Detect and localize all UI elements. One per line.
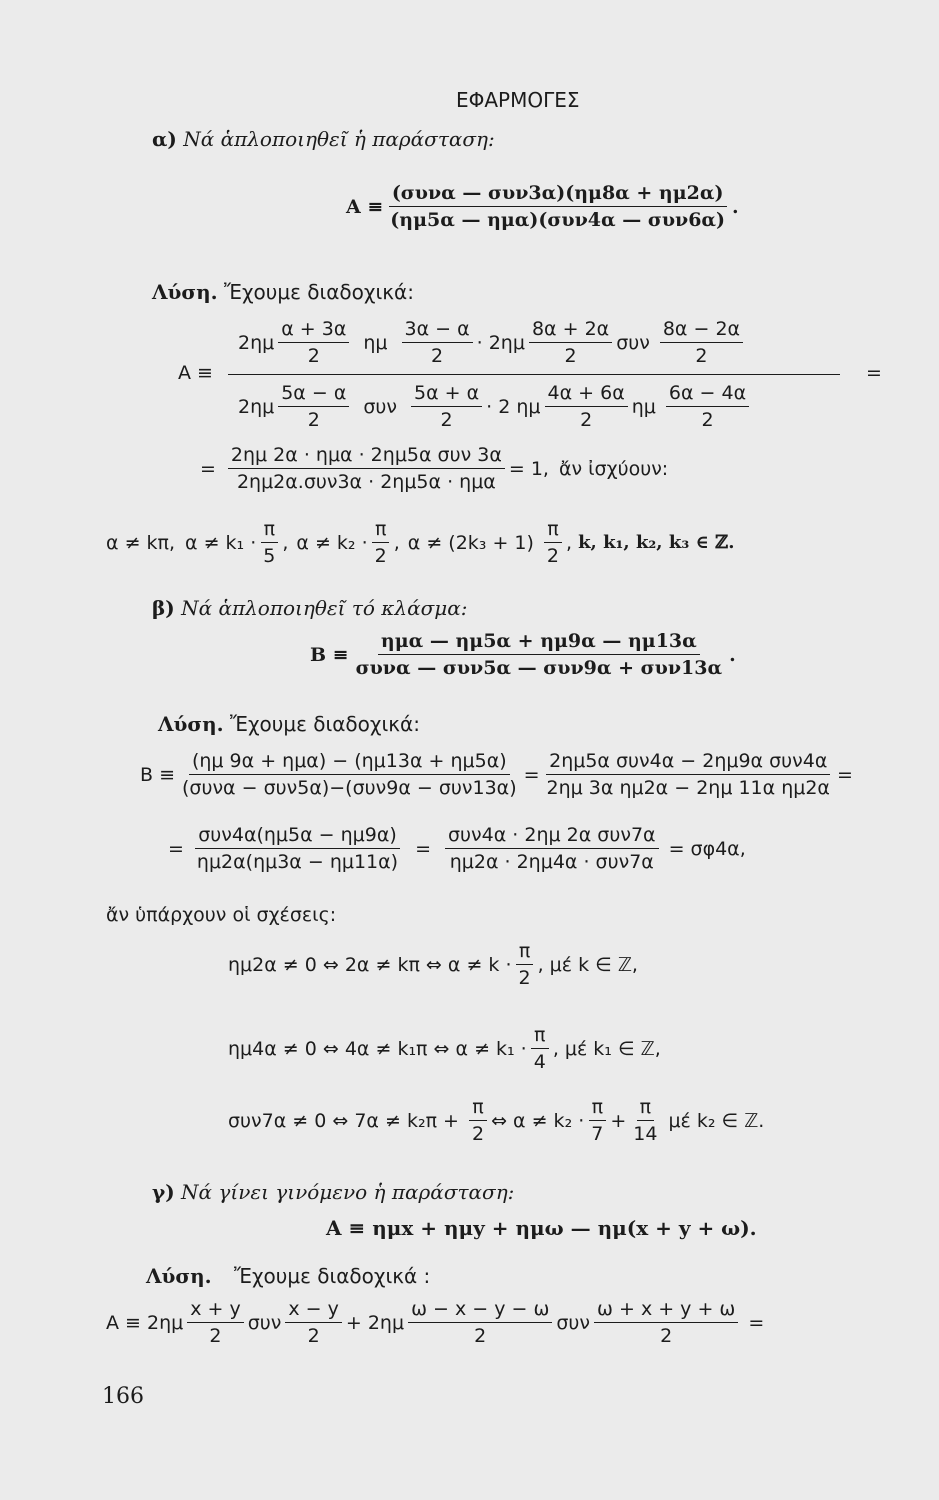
numerator: π (544, 518, 561, 543)
part-a-prompt: Νά ἁπλοποιηθεῖ ἡ παράσταση: (183, 127, 495, 151)
expr-fraction (353, 630, 725, 679)
part-b-line1 (140, 750, 853, 799)
condition: α ≠ (2k₃ + 1) (407, 531, 534, 554)
numerator: π (469, 1096, 486, 1121)
part-a-expression (346, 182, 739, 231)
fraction (529, 318, 612, 367)
fraction (545, 382, 628, 431)
comma: , (393, 531, 400, 554)
equals-sign: = (523, 763, 540, 786)
page-number: 166 (102, 1384, 144, 1409)
term-prefix: ημ (363, 331, 388, 354)
part-a-label: α) (152, 127, 177, 151)
relation-text: μέ k₂ ∈ ℤ. (668, 1109, 765, 1132)
term-prefix: 2ημ (238, 395, 275, 418)
part-a-solution-heading (152, 280, 414, 304)
step2-line (200, 444, 668, 493)
part-b-solution-heading (158, 712, 420, 736)
fraction (544, 750, 833, 799)
denominator: 2 (660, 1325, 673, 1347)
part-b-line2 (168, 824, 746, 873)
solution-intro: Ἔχουμε διαδοχικά: (224, 280, 414, 304)
numerator: 8α − 2α (660, 318, 743, 343)
numerator: α + 3α (278, 318, 349, 343)
term-prefix: · 2ημ (476, 331, 525, 354)
denominator: 2 (307, 409, 320, 431)
big-denominator (238, 382, 753, 431)
numerator: π (372, 518, 389, 543)
numerator: 3α − α (402, 318, 473, 343)
part-b-expression (310, 630, 736, 679)
lhs: B ≡ (140, 763, 175, 786)
fraction (516, 940, 534, 989)
denominator: 14 (633, 1123, 658, 1145)
denominator: 2ημ 3α ημ2α − 2ημ 11α ημ2α (546, 777, 830, 799)
solution-intro: Ἔχουμε διαδοχικά : (234, 1264, 431, 1288)
numerator: 2ημ5α συν4α − 2ημ9α συν4α (546, 750, 830, 775)
denominator: ημ2α(ημ3α − ημ11α) (196, 851, 399, 873)
denominator: 2 (695, 345, 708, 367)
part-c-label: γ) (152, 1180, 175, 1204)
numerator: x − y (285, 1298, 342, 1323)
condition: k, k₁, k₂, k₃ ∈ ℤ. (578, 532, 735, 553)
condition: α ≠ kπ, (106, 531, 176, 554)
term-prefix: · 2 ημ (486, 395, 541, 418)
fraction (531, 1024, 549, 1073)
numerator: π (531, 1024, 548, 1049)
denominator: 2 (580, 409, 593, 431)
denominator: 2 (701, 409, 714, 431)
numerator: 4α + 6α (545, 382, 628, 407)
big-equals: = (866, 362, 882, 384)
denominator: 7 (591, 1123, 604, 1145)
comma: , (282, 531, 289, 554)
fraction (278, 318, 349, 367)
numerator: (ημ 9α + ημα) − (ημ13α + ημ5α) (189, 750, 510, 775)
fraction (179, 750, 520, 799)
result: = 1, (508, 457, 549, 480)
numerator: π (261, 518, 278, 543)
numerator: π (637, 1096, 654, 1121)
denominator: 2 (431, 345, 444, 367)
relation-text: ⇔ α ≠ k₂ · (491, 1109, 585, 1132)
denominator: 2 (546, 545, 560, 567)
solution-label: Λύση. (146, 1264, 212, 1288)
term-prefix: + 2ημ (345, 1311, 405, 1334)
fraction (285, 1298, 342, 1347)
numerator: συν4α(ημ5α − ημ9α) (195, 824, 400, 849)
denominator: 5 (263, 545, 276, 567)
denominator: 2 (474, 1325, 487, 1347)
page-title: ΕΦΑΡΜΟΓΕΣ (456, 88, 580, 112)
denominator: 2 (440, 409, 453, 431)
relation-1 (228, 940, 638, 989)
result: = σφ4α, (668, 837, 746, 860)
relation-text: ημ4α ≠ 0 ⇔ 4α ≠ k₁π ⇔ α ≠ k₁ · (228, 1037, 527, 1060)
fraction (408, 1298, 552, 1347)
numerator: 8α + 2α (529, 318, 612, 343)
fraction (411, 382, 482, 431)
equals-sign: = (415, 837, 431, 860)
fraction (469, 1096, 487, 1145)
term-prefix: 2ημ (238, 331, 275, 354)
numerator: π (589, 1096, 606, 1121)
numerator: π (516, 940, 533, 965)
denominator: 2ημ2α.συν3α · 2ημ5α · ημα (236, 471, 496, 493)
term-prefix: συν (616, 331, 650, 354)
fraction (372, 518, 390, 567)
expr-end: . (732, 195, 739, 218)
denominator: 4 (533, 1051, 546, 1073)
fraction (544, 518, 562, 567)
expr-end: . (729, 643, 736, 666)
expr-numerator: ημα — ημ5α + ημ9α — ημ13α (378, 630, 700, 655)
expr-lhs: A ≡ (346, 195, 384, 218)
part-b-heading (152, 596, 467, 620)
numerator: 5α − α (278, 382, 349, 407)
relation-2 (228, 1024, 661, 1073)
relation-text: ημ2α ≠ 0 ⇔ 2α ≠ kπ ⇔ α ≠ k · (228, 953, 512, 976)
equals-sign: = (200, 457, 216, 480)
denominator: 2 (209, 1325, 222, 1347)
expr-fraction (387, 182, 728, 231)
condition-text: ἄν ἰσχύουν: (558, 457, 669, 480)
numerator: 5α + α (411, 382, 482, 407)
fraction (594, 1298, 738, 1347)
term-prefix: συν (556, 1311, 591, 1334)
fraction (666, 382, 749, 431)
existence-text: ἄν ὑπάρχουν οἱ σχέσεις: (106, 904, 337, 926)
part-b-prompt: Νά ἁπλοποιηθεῖ τό κλάσμα: (181, 596, 468, 620)
fraction (187, 1298, 244, 1347)
solution-intro: Ἔχουμε διαδοχικά: (230, 712, 420, 736)
expr-numerator: (συνα — συν3α)(ημ8α + ημ2α) (389, 182, 727, 207)
numerator: 6α − 4α (666, 382, 749, 407)
expr-denominator: (ημ5α — ημα)(συν4α — συν6α) (390, 209, 726, 231)
comma: , (566, 531, 573, 554)
relation-text: συν7α ≠ 0 ⇔ 7α ≠ k₂π + (228, 1109, 459, 1132)
part-b-label: β) (152, 596, 175, 620)
term-prefix: συν (363, 395, 398, 418)
expr-lhs: B ≡ (310, 643, 349, 666)
numerator: 2ημ 2α · ημα · 2ημ5α συν 3α (228, 444, 505, 469)
plus-sign: + (610, 1109, 627, 1132)
relation-3 (228, 1096, 764, 1145)
part-c-prompt: Νά γίνει γινόμενο ἡ παράσταση: (181, 1180, 515, 1204)
numerator: ω + x + y + ω (594, 1298, 738, 1323)
denominator: ημ2α · 2ημ4α · συν7α (449, 851, 654, 873)
part-c-expression: A ≡ ημx + ημy + ημω — ημ(x + y + ω). (326, 1216, 757, 1240)
step2-fraction (228, 444, 505, 493)
big-lhs: A ≡ (178, 362, 213, 384)
solution-label: Λύση. (152, 280, 218, 304)
denominator: 2 (307, 1325, 320, 1347)
fraction (660, 318, 743, 367)
part-c-line (106, 1298, 764, 1347)
part-c-solution-heading (146, 1264, 430, 1288)
term-prefix: συν (247, 1311, 282, 1334)
fraction (402, 318, 473, 367)
condition: α ≠ k₁ · (185, 531, 257, 554)
relation-text: , μέ k ∈ ℤ, (537, 953, 638, 976)
denominator: 2 (307, 345, 320, 367)
denominator: 2 (374, 545, 387, 567)
big-numerator (238, 318, 747, 367)
fraction (630, 1096, 660, 1145)
fraction (278, 382, 349, 431)
equals-sign: = (168, 837, 184, 860)
part-a-heading (152, 127, 495, 151)
denominator: 2 (564, 345, 577, 367)
equals-sign: = (836, 763, 853, 786)
fraction (445, 824, 659, 873)
denominator: 2 (518, 967, 531, 989)
lhs: A ≡ 2ημ (106, 1311, 184, 1334)
part-c-heading (152, 1180, 514, 1204)
condition: α ≠ k₂ · (296, 531, 368, 554)
fraction (260, 518, 278, 567)
fraction (194, 824, 401, 873)
relation-text: , μέ k₁ ∈ ℤ, (552, 1037, 661, 1060)
solution-label: Λύση. (158, 712, 224, 736)
denominator: 2 (471, 1123, 485, 1145)
denominator: (συνα − συν5α)−(συν9α − συν13α) (182, 777, 517, 799)
numerator: συν4α · 2ημ 2α συν7α (445, 824, 659, 849)
numerator: ω − x − y − ω (408, 1298, 552, 1323)
big-fraction-bar (228, 374, 840, 375)
conditions-line (106, 518, 734, 567)
equals-sign: = (748, 1311, 765, 1334)
fraction (588, 1096, 606, 1145)
numerator: x + y (187, 1298, 244, 1323)
term-prefix: ημ (631, 395, 656, 418)
expr-denominator: συνα — συν5α — συν9α + συν13α (355, 657, 723, 679)
